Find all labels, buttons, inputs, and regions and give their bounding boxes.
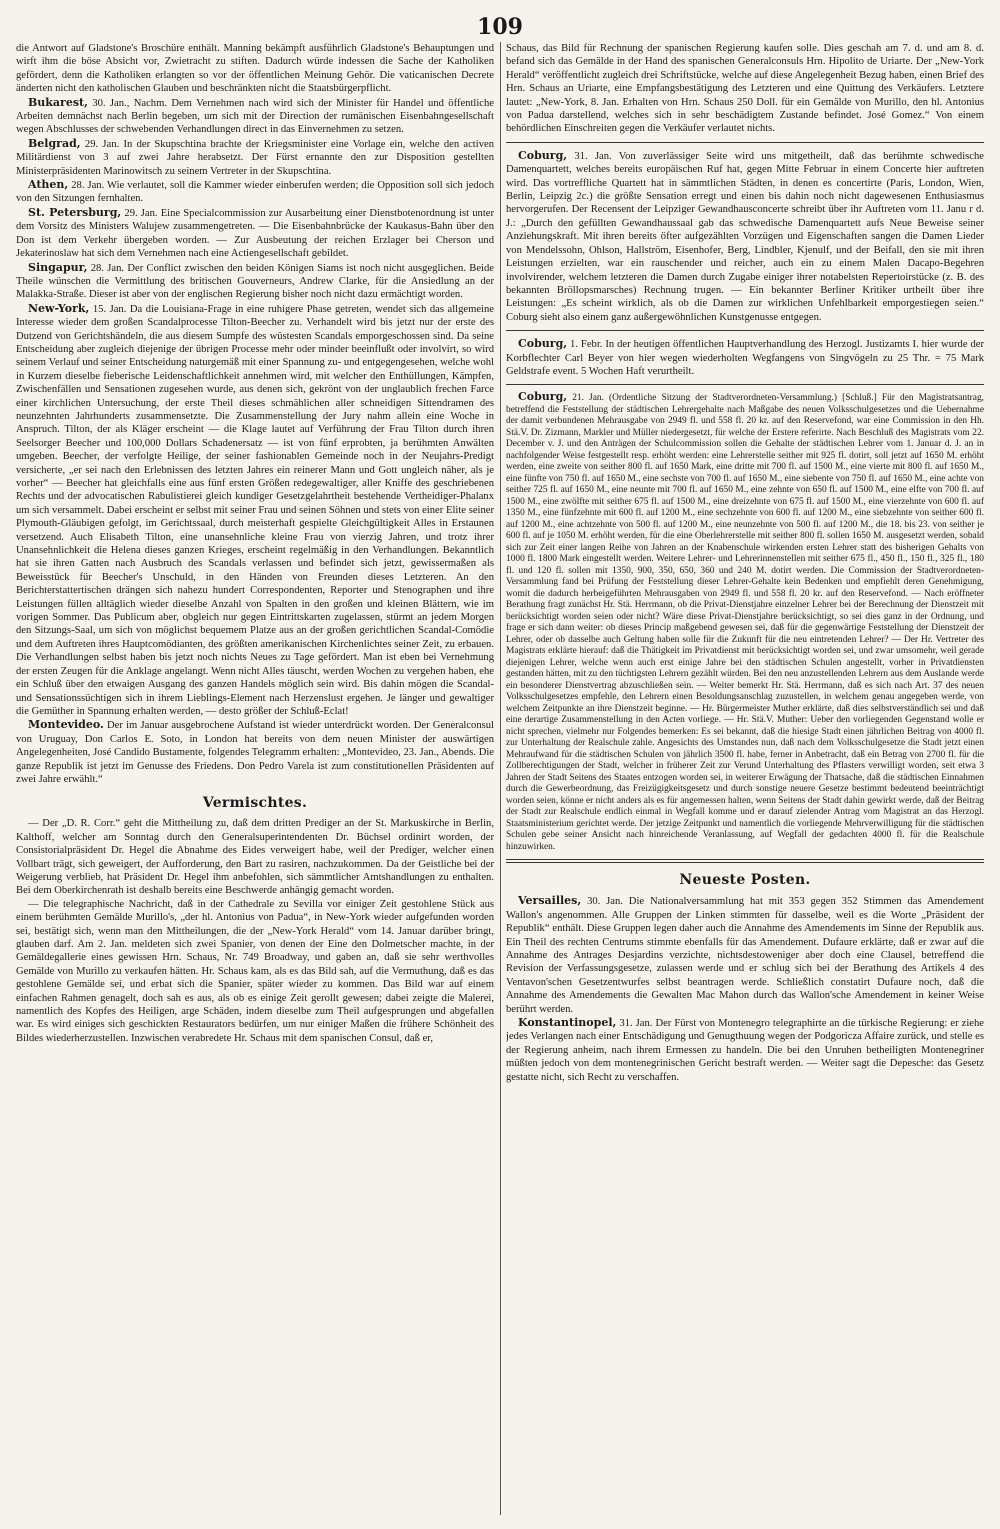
dateline: New-York, (28, 301, 90, 315)
news-item-belgrad (16, 137, 494, 178)
divider-line (506, 384, 984, 385)
news-item-montevideo (16, 718, 494, 786)
article-text: 28. Jan. Der Conflict zwischen den beiden Königen Siams ist noch nicht ausgeglichen. Beide Theile wünschen die Vermittlung des britischen Gouverneurs, Andrew Clarke, für die Ansiedlung an der Malakka-Straße. Dieser ist aber von der englischen Regierung bisher noch nicht dazu ermächtigt worden. (16, 262, 494, 301)
double-divider-line (506, 859, 984, 863)
dateline: Bukarest, (28, 95, 88, 109)
misc-item (16, 898, 494, 1045)
news-item-singapur (16, 261, 494, 302)
article-text: 28. Jan. Wie verlautet, soll die Kammer wieder einberufen werden; die Opposition soll sich jedoch von den Sitzungen fernhalten. (16, 180, 494, 205)
article-text: Schaus, das Bild für Rechnung der spanischen Regierung kaufen solle. Dies geschah am 7. d. und am 8. d. befand sich das Gemälde in der Hand des spanischen Generalconsuls Hrn. Hipolito de Uriarte. Der „New-York Herald“ veröffentlicht zugleich drei Schriftstücke, welche auf diese Angelegenheit Bezug haben, einen Brief des Hrn. Schaus an Uriarte, eine Empfangsbestätigung des Letzteren und eine Quittung des Verkäufers. Letztere lautet: „New-York, 8. Jan. Erhalten von Hrn. Schaus 250 Doll. für ein Gemälde von Murillo, den hl. Antonius von Padua darstellend, welches sich in sehr beschädigtem Zustande befindet. José Gomez.“ Von einem behördlichen Einschreiten gegen die Verkäufer verlautet nichts. (506, 43, 984, 135)
article-text: 15. Jan. Da die Louisiana-Frage in eine ruhigere Phase getreten, wendet sich das allgemeine Interesse wieder dem großen Scandalprocesse Tilton-Beecher zu. Verhandelt wird bis jetzt nur der erste des Dutzend von Gerichtshändeln, die aus diesem Sumpfe des wüstesten Scandals emporgeschossen sind. Da seine Entscheidung aber zugleich diejenige der übrigen Processe mehr oder minder beeinflußt oder involvirt, so wird seinem Verlauf und seiner Entscheidung naturgemäß mit einer Spannung zu- und entgegengesehen, welche wohl in Kurzem dieselbe fieberische Leidenschaftlichkeit annehmen wird, mit welcher den Enthüllungen, Kämpfen, Zwischenfällen und Sensationen zugesehen wurde, aus denen sich, gekrönt von der unglaublich frechen Farce einer kirchlichen Untersuchung, der erste Theil dieses schmählichen aller schneidigen Sittendramen des neunzehnten Jahrhunderts zusammensetzte. Die Zusammenstellung der Jury nahm allein eine Woche in Anspruch. Tilton, der als Kläger erscheint — die Klage lautet auf Verführung der Frau Tilton durch ihren Seelsorger Beecher und 100,000 Dollars Schadenersatz — ist von fünf erprobten, ja berühmten Anwälten umgeben. Beecher, der verfolgte Heilige, der seiner fashionablen Gemeinde noch in der Neujahrs-Predigt versicherte, „er sei nach den Erlebnissen des letzten Jahres ein reinerer Mann und Gott ungleich näher, als je vorher“ — Beecher hat gleichfalls eine aus fünf ersten Größen redegewaltiger, aller Kniffe des geschriebenen Rechts und der advocatischen Rabulistierei gleich kundiger Gesetzgelahrtheit bestehende Vertheidiger-Phalanx um sich versammelt. Dabei erscheint er selbst mit seiner Frau und seinen Söhnen und stets von einer Elite seiner Plymouth-Gläubigen gefolgt, im Gerichtssaal, durch meisterhaft gespielte Gleichgültigkeit Alles in Erstaunen versetzend. Auch Elisabeth Tilton, eine unansehnliche kleine Frau von vierzig Jahren, und trotz ihrer Unansehnlichkeit die Helena dieses ganzen Krieges, erscheint regelmäßig in den Verhandlungen. Bekanntlich hat sie ihren Gatten nach Ausbruch des Scandals verlassen und befindet sich jetzt, gewissermaßen als Beweisstück für Beecher's Unschuld, in den Händen von Freunden dieses Letzteren. An den Berichterstattertischen drängen sich nahezu hundert Correspondenten, Reporter und Stenographen und ihre Leistungen füllen alltäglich wieder dieselbe Anzahl von Spalten in den großen und kleinen Blättern, wie im vorigen Sommer. Das Publicum aber, obgleich nur gegen Eintrittskarten zugelassen, stürmt an jedem Morgen den Sitzungs-Saal, um sich von möglichst bequemem Platze aus an der großen gerichtlichen Scandal-Comödie und dem Auftreten ihres Hauptcomödianten, des größten amerikanischen Kirchenlichtes seiner Zeit, zu erbauen. Die Verhandlungen selbst haben bis jetzt noch nichts Neues zu Tage gefördert. Man ist eben bei Vernehmung der ersten Zeugen für die Anklage angelangt. Wenn nicht Alles täuscht, werden Wochen zu vergehen haben, ehe ein Schluß über den etwaigen Ausgang des ganzen Handels möglich sein wird. Bis dahin mögen die Scandal- und Sensationssüchtigen sich in ihrem Lieblings-Element nach Herzenslust ergehen. Je länger und gewaltiger die Gemüther in Spannung erhalten werden, — desto größer der Schluß-Eclat! (16, 303, 494, 717)
article-text: 1. Febr. In der heutigen öffentlichen Hauptverhandlung des Herzogl. Justizamts I. hier wurde der Korbflechter Carl Beyer von hier wegen wiederholten Wegfangens von Singvögeln zu 25 Thr. = 75 Mark Geldstrafe event. 5 Wochen Haft verurtheilt. (506, 339, 984, 377)
dateline: Coburg, (518, 148, 568, 162)
article-text: 30. Jan. Die Nationalversammlung hat mit 353 gegen 352 Stimmen das Amendement Wallon's angenommen. Alle Gruppen der Linken stimmten für dasselbe, weil es die Worte „Präsident der Republik“ enthält. Diese Gruppen legen daher auch die Annahme des Amendements im Sinne der Republik aus. Ein Theil des rechten Centrums stimmte ebenfalls für das Amendement. Dufaure erklärte, daß er zwar auf die Annahme des Antrages Desjardins verzichte, nichtsdestoweniger aber doch eine Clausel, betreffend die Revision der Verfassungsgesetze, zulassen werde und er schlug sich bei der Berathung des Artikels 4 des Ventavon'schen Gesetzentwurfes selbst beantragen werde. Schließlich constatirt Dufaure noch, daß die Annahme des Amendements die Gewalten Mac Mahon durch das Wallon'sche Amendement in keiner Weise berührt werden. (506, 896, 984, 1015)
news-item-new-york (16, 302, 494, 719)
news-item-versailles (506, 894, 984, 1016)
dateline: Konstantinopel, (518, 1016, 617, 1029)
news-item-bukarest (16, 96, 494, 137)
article-paragraph (506, 42, 984, 136)
news-item-coburg-council (506, 391, 984, 853)
left-column (16, 42, 494, 1515)
news-item-coburg (506, 149, 984, 324)
article-text: Der im Januar ausgebrochene Aufstand ist wieder unterdrückt worden. Der Generalconsul von Uruguay, Don Carlos E. Soto, in London hat bereits von dem neuen Minister der auswärtigen Angelegenheiten, José Candido Bustamente, folgendes Telegramm erhalten: „Montevideo, 23. Jan., Abends. Die ganze Republik ist jetzt im Genusse des Friedens. Don Pedro Varela ist zum constitutionellen Präsidenten auf zwei Jahre erwählt.“ (16, 720, 494, 785)
article-text: 29. Jan. Eine Specialcommission zur Ausarbeitung einer Dienstbotenordnung ist unter dem Vorsitz des Ministers Walujew zusammengetreten. — Die Eisenbahnbrücke der Kaukasus-Bahn über den Don ist dem Verkehr übergeben worden. — Zur Ausbeutung der reichen Erzlager bei Cherson und Jekaterinoslaw hat sich dem Vernehmen nach eine Actiengesellschaft gebildet. (16, 207, 494, 260)
dateline: St. Petersburg, (28, 205, 122, 219)
section-heading-neueste-posten: Neueste Posten. (679, 872, 811, 889)
dateline: Coburg, (518, 390, 568, 404)
dateline: Singapur, (28, 260, 88, 274)
divider-line (506, 330, 984, 331)
article-text: 31. Jan. Der Fürst von Montenegro telegraphirte an die türkische Regierung: er ziehe jedes Verlangen nach einer Entschädigung und Genugthuung wegen der Podgoricza Affaire zurück, und stelle es der Regierung anheim, nach ihrem Ermessen zu handeln. Die bei den Unruhen betheiligten Montenegriner müßten jedoch von dem montenegrinischen Gericht bestraft werden. — Weiter sagt die Depesche: das Gesetz gestatte nicht, sich Recht zu verschaffen. (506, 1018, 984, 1083)
article-text: — Der „D. R. Corr.“ geht die Mittheilung zu, daß dem dritten Prediger an der St. Markuskirche in Berlin, Kalthoff, welcher am Sonntag durch den Generalsuperintendenten Dr. Büchsel ordinirt worden, der Consistorialpräsident Dr. Hegel die Abnahme des Eides verweigert habe, weil der Prediger, welcher einen Vollbart trägt, sich geweigert, der Aufforderung, den Bart zu rasiren, nachzukommen. Da der Geistliche bei der Weigerung verblieb, hat Präsident Dr. Hegel ihm anbefohlen, sich sämmtlicher Amtshandlungen zu enthalten. Bei dem Oberkirchenrath ist deshalb bereits eine Beschwerde anhängig gemacht worden. (16, 818, 494, 897)
dateline: Montevideo. (28, 718, 104, 732)
dateline: Athen, (28, 178, 69, 192)
news-item-athen (16, 178, 494, 206)
news-item-petersburg (16, 206, 494, 261)
section-heading-vermischtes: Vermischtes. (202, 795, 308, 812)
divider-line (506, 142, 984, 143)
article-text: die Antwort auf Gladstone's Broschüre enthält. Manning bekämpft ausführlich Gladstone's Behauptungen und wirft ihm die böse Absicht vor, Zwietracht zu stiften. Dadurch würde indessen die Sache der Katholiken gefördert, denn die Katholiken erlangten so vor der öffentlichen Meinung Gehör. Die vaticanischen Decrete änderten nicht den katholischen Glauben und beschränkten nicht die Staatsbürgerpflicht. (16, 43, 494, 95)
news-item-coburg (506, 337, 984, 378)
article-paragraph (16, 42, 494, 96)
article-text: 30. Jan., Nachm. Dem Vernehmen nach wird sich der Minister für Handel und öffentliche Arbeiten demnächst nach Berlin begeben, um sich mit der Direction der rumänischen Eisenbahngesellschaft wegen Abschlusses der schwebenden Verhandlungen direct in das Einvernehmen zu setzen. (16, 97, 494, 136)
column-divider (500, 42, 501, 1515)
columns (16, 42, 984, 1515)
news-item-konstantinopel (506, 1016, 984, 1084)
article-text: 29. Jan. In der Skupschtina brachte der Kriegsminister eine Vorlage ein, welche den activen Militärdienst von 3 auf zwei Jahre herabsetzt. Der Fürst ernannte den zur Disposition gestellten Ministerpräsidenten Marinowitsch zu seinem Vertreter in der Skupschtina. (16, 138, 494, 177)
article-text: 31. Jan. Von zuverlässiger Seite wird uns mitgetheilt, daß das berühmte schwedische Damenquartett, welches bereits europäischen Ruf hat, gegen Mitte Februar in einem Concerte hier auftreten wird. Das vortreffliche Quartett hat in sämmtlichen Städten, in denen es concertirte (Paris, London, Wien, Berlin, Leipzig 2c.) die größte Sensation erregt und einen bis dahin noch nicht dagewesenen Enthusiasmus hervorgerufen. Der Recensent der Leipziger Gewandhausconcerte schreibt über ihr Auftreten vom 11. Janu r d. J.: „Durch den gefüllten Gewandhaussaal gab das schwedische Damenquartett aufs Neue Beweise seiner Anziehungskraft. Mit ihren bereits öfter aufgezählten Vorzügen und Eigenschaften sangen die Damen Lieder von Mendelssohn, Ohlson, Hallström, Eisenhofer, Berg, Lindbler, Kjenulf, und der Beifall, den sie mit ihren Leistungen erzielten, war ein rauschender und reicher, auch ein zu einem Malen Dacapo-Begehren involvirender, welchem letzteren die Damen durch Zugabe einiger ihrer notabelsten Repertoirstücke (z. B. des bekannten Bröllopsmarsches) Rechnung trugen. — Ein bekannter Berliner Kritiker urtheilt über ihre Leistungen: „Es scheint wirklich, als ob die Damen zur wirklichen Unfehlbarkeit emporgestiegen seien.“ Coburg sieht also einem ganz außergewöhnlichen Kunstgenusse entgegen. (506, 150, 984, 323)
page-number: 109 (477, 14, 523, 40)
misc-item (16, 817, 494, 897)
dateline: Belgrad, (28, 136, 81, 150)
article-text: 21. Jan. (Ordentliche Sitzung der Stadtverordneten-Versammlung.) [Schluß.] Für den Magistratsantrag, betreffend die Feststellung der städtischen Lehrergehalte nach Maßgabe des neuen Volksschulgesetzes und die Uebernahme der damit verbundenen Mehrausgabe von 2949 fl. und 558 fl. 20 kr. auf den Reservefond, war eine Commission in den Hh. Stä.V. Dr. Zizmann, Markler und Müller niedergesetzt, für welche der Erstere referirte. Nach Beschluß des Magistrats vom 22. December v. J. und den Anträgen der Schulcommission sollen die Gehalte der städtischen Lehrer vom 1. Januar d. J. an in nachfolgender Weise festgestellt resp. erhöht werden: eine Lehrerstelle seither mit 925 fl. dotirt, soll jetzt auf 1650 M. erhöht werden, eine zweite von seither 800 fl. auf 1650 Mark, eine dritte mit 700 fl. auf 1500 M., eine vierte mit 800 fl. auf 1650 M., eine fünfte von 750 fl. auf 1650 M., eine sechste von 700 fl. auf 1650 M., eine siebente von 750 fl. auf 1650 M., eine achte von seither 725 fl. auf 1650 M., eine neunte mit 700 fl. auf 1650 M., eine zehnte von 650 fl. auf 1500 M., eine elfte von 700 fl. auf 1500 M., eine zwölfte mit seither 675 fl. auf 1500 M., eine dreizehnte von 675 fl. auf 1500 M., eine vierzehnte von 600 fl. auf 1350 M., eine fünfzehnte mit 600 fl. auf 1200 M., eine sechzehnte von 600 fl. auf 1200 M., eine siebzehnte von seither 600 fl. auf 1200 M., eine achtzehnte von 500 fl. auf 1200 M., eine neunzehnte von 500 fl. auf 1200 M., die 18. bis 23. von seither je 600 fl. auf je 1050 M. erhöht werden, für die eine Oberlehrerstelle mit seither 800 fl. sollen 1650 M. ausgesetzt werden, sobald sich zur Zeit einer langen Reihe von Jahren an der Knabenschule wirkenden ersten Lehrer statt des bisherigen Gehalts von 1000 fl. 1800 Mark eingestellt werden. Weitere Lehrer- und Lehrerinnenstellen mit seither 675 fl., 450 fl., 150 fl., 325 fl., 180 fl. und 120 fl. sollen mit 1350, 900, 350, 650, 360 und 240 M. dotirt werden. Die Commission der Stadtverordneten-Versammlung fand bei Prüfung der Feststellung dieser Lehrer-Gehalte kein Bedenken und empfiehlt deren Genehmigung, womit die dadurch herbeigeführten Mehrausgaben von 2949 fl. und 558 fl. 20 kr. auf den Reservefond. — Nach eröffneter Berathung fragt zunächst Hr. Stä. Herrmann, ob die Privat-Dienstjahre einzelner Lehrer bei der Berechnung der Dienstzeit mit berücksichtigt worden seien oder nicht? Wäre diese Privat-Dienstjahre berücksichtigt, so sei dies ganz in der Ordnung, und frage er sich dann weiter: ob dieses Princip maßgebend gewesen sei, daß für die gegenwärtige Feststellung der Dienstzeit der Lehrer, oder ob dasselbe auch Geltung haben solle für die Zukunft für die neu eintretenden Lehrer? — Der Hr. Vertreter des Magistrats erklärte hierauf: daß die Thätigkeit im Privatdienst mit berücksichtigt worden sei, und zwar umsomehr, weil gerade diejenigen Lehrer, welche wenn auch erst einige Jahre bei den städtischen Schulen angestellt, vorher in Privatdiensten gestanden hätten, mit zu den tüchtigsten Lehrern gezählt würden. Bei den neu anzustellenden Lehrern aus dem Auslande werde ein besonderer Dienstvertrag abzuschließen sein. — Weiter bemerkt Hr. Stä. Herrmann, daß es sich nach Art. 37 des neuen Volksschulgesetzes empfehle, den Lehrern einen Besoldungsanschlag zuzustellen, in welchem genau angegeben werde, von welchem Zeitpunkte an ihre Dienstzeit beginne. — Hr. Bürgermeister Muther erklärte, daß dies selbstverständlich sei und daß eine derartige Zusammenstellung in den Acten vorliege. — Hr. Stä.V. Muther: Ueber den vorliegenden Gegenstand wolle er nicht sprechen, vielmehr nur Folgendes bemerken: Es sei bekannt, daß die hiesige Stadt einen jährlichen Beitrag von 4000 fl. zur Unterhaltung der Realschule zahle. Angesichts des Umstandes nun, daß nach dem Volksschulgesetze die Stadt jetzt einen Mehraufwand für die städtischen Schulen von jährlich 3500 fl. habe, ferner in Anbetracht, daß ein Betrag von 2700 fl. für die Zollberechtigungen der Stadt, welcher in früherer Zeit zur Verund Unterhaltung des Pflasters verwilligt worden, seit etwa 3 Jahren der Stadt Seitens des Staates entzogen worden sei, in weiterer Erwägung der Thatsache, daß die städtischen Einnahmen durch die Gewerbeordnung, das Freizügigkeitsgesetz und durch sonstige neuere Gesetze bestimmt bedeutend beeinträchtigt worden seien, könne er nicht anders als es für angemessen halten, wenn Seitens der Stadt dahin gewirkt werde, daß der Beitrag der Stadt zur Realschule endlich einmal in Wegfall komme und er darauf zielender Antrag vom Magistrat an das Herzogl. Staatsministerium gerichtet werde. Der jetzige Zeitpunkt und namentlich die vorliegende Mehrverwilligung für die städtischen Schulen gebe seiner Ansicht nach hinreichende Veranlassung, auf Wegfall der gedachten 4000 fl. für die Realschule hinzuwirken. (506, 393, 984, 852)
article-text: — Die telegraphische Nachricht, daß in der Cathedrale zu Sevilla vor einiger Zeit gestohlene Stück aus einem berühmten Gemälde Murillo's, „der hl. Antonius von Padua“, in New-York wieder aufgefunden worden sei, bestätigt sich, wenn man den Mittheilungen, die der „New-York Herald“ vom 14. Januar darüber bringt, glauben darf. Am 2. Jan. meldeten sich zwei Spanier, von denen der Eine den Dolmetscher machte, in der Gemäldegallerie eines gewissen Hrn. Schaus, Nr. 749 Broadway, und gaben an, daß sie sehr werthvolles Gemälde von Murillo zu verkaufen hätten. Hr. Schaus kam, als es das Bild sah, auf die Vermuthung, daß es das gestohlene Gemälde sei, und erbat sich die Spanier, später wieder zu kommen. Das Bild war auf einem einfachen Rahmen genagelt, doch sah es aus, als ob es einige Zeit gerollt gewesen; dabei zeigte die Malerei, namentlich des Kopfes des Heiligen, arge Schäden, indem dieselbe zum Theil aufgesprungen und abgefallen war. Es wird einiges sich geschickten Restaurators bedürfen, um nur einiger Maßen die frühere Schönheit des Bildes wiederherzustellen. Inzwischen verabredete Hr. Schaus mit dem spanischen Consul, daß er, (16, 898, 494, 1044)
dateline: Coburg, (518, 337, 568, 351)
dateline: Versailles, (518, 894, 582, 908)
right-column (506, 42, 984, 1515)
